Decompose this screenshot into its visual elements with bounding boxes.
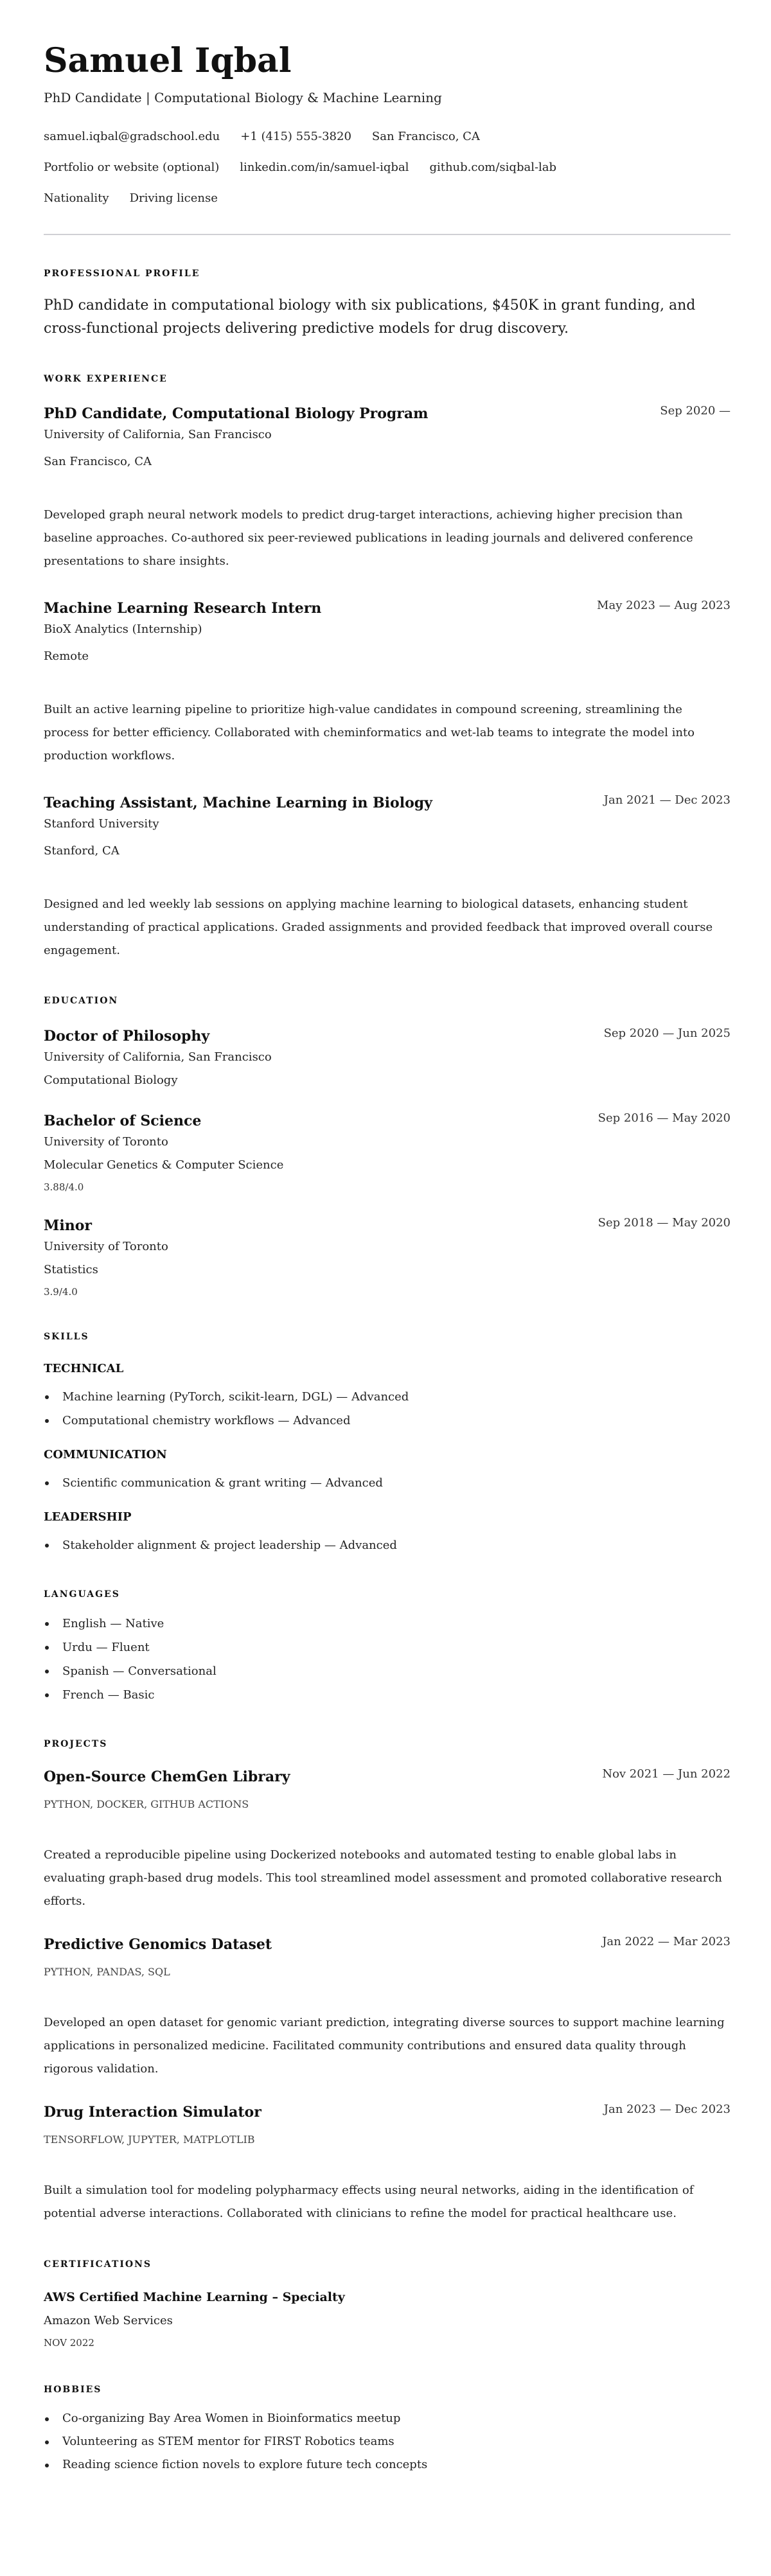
profile-summary: PhD candidate in computational biology with six publications, $450K in grant funding, and cross-functional projects delivering predictive models for drug discovery. (44, 297, 696, 337)
resume-header (44, 42, 731, 207)
project-dates: Nov 2021 — Jun 2022 (602, 1767, 731, 1781)
school: University of Toronto (44, 1135, 168, 1149)
project-entry (44, 1935, 731, 2081)
language-item: Urdu — Fluent (44, 1636, 731, 1659)
section-heading: EDUCATION (44, 996, 119, 1006)
language-item: French — Basic (44, 1683, 731, 1707)
section-heading: PROFESSIONAL PROFILE (44, 269, 200, 279)
job-title: Machine Learning Research Intern (44, 600, 322, 617)
employer: BioX Analytics (Internship) (44, 622, 202, 636)
nationality: Nationality (44, 191, 109, 205)
language-item: English — Native (44, 1612, 731, 1636)
job-location: Stanford, CA (44, 844, 120, 858)
projects-list (44, 1767, 731, 2225)
skills-list (44, 1361, 731, 1557)
project-description: Developed an open dataset for genomic variant prediction, integrating diverse sources to support machine learning applications in personalized medicine. Facilitated community contributions and ensured data quality through rigorous validation. (44, 2016, 725, 2076)
certifications-section (44, 2258, 731, 2349)
section-heading: LANGUAGES (44, 1589, 120, 1600)
email-link[interactable]: samuel.iqbal@gradschool.edu (44, 130, 220, 143)
employer: University of California, San Francisco (44, 428, 272, 441)
education-dates: Sep 2016 — May 2020 (598, 1111, 731, 1125)
skills-section (44, 1330, 731, 1557)
certification-issuer: Amazon Web Services (44, 2314, 173, 2327)
section-heading: PROJECTS (44, 1739, 108, 1749)
job-dates: Sep 2020 — (660, 404, 731, 418)
driving-license: Driving license (129, 191, 218, 205)
project-dates: Jan 2023 — Dec 2023 (603, 2103, 731, 2116)
job-description: Designed and led weekly lab sessions on applying machine learning to biological datasets, enhancing student understanding of practical applications. Graded assignments and provided feedback that improved overall course engagement. (44, 897, 713, 957)
certification-date: NOV 2022 (44, 2337, 94, 2349)
project-entry (44, 1767, 731, 1913)
hobby-item: Volunteering as STEM mentor for FIRST Robotics teams (44, 2430, 731, 2453)
hobbies-list (44, 2407, 731, 2476)
projects-section (44, 1738, 731, 2225)
skill-item: Scientific communication & grant writing — Advanced (44, 1471, 731, 1495)
languages-section (44, 1588, 731, 1707)
links-row (44, 159, 731, 177)
education-dates: Sep 2020 — Jun 2025 (603, 1027, 731, 1040)
contact-row (44, 128, 731, 146)
field-of-study: Molecular Genetics & Computer Science (44, 1158, 284, 1172)
project-tech-stack: TENSORFLOW, JUPYTER, MATPLOTLIB (44, 2133, 255, 2146)
skill-item: Computational chemistry workflows — Advanced (44, 1409, 731, 1433)
employer: Stanford University (44, 817, 159, 831)
portfolio-link[interactable]: Portfolio or website (optional) (44, 161, 220, 174)
location: San Francisco, CA (371, 130, 480, 143)
skill-list (44, 1471, 731, 1495)
job-dates: Jan 2021 — Dec 2023 (603, 793, 731, 807)
education-entry (44, 1216, 731, 1298)
profile-section (44, 267, 731, 340)
education-list (44, 1027, 731, 1298)
skill-item: Stakeholder alignment & project leadership — Advanced (44, 1533, 731, 1557)
work-entry (44, 404, 731, 573)
section-heading: WORK EXPERIENCE (44, 374, 168, 384)
skill-group-title: TECHNICAL (44, 1362, 124, 1375)
education-dates: Sep 2018 — May 2020 (598, 1216, 731, 1230)
candidate-name: Samuel Iqbal (44, 41, 292, 80)
degree: Bachelor of Science (44, 1113, 202, 1129)
hobbies-section (44, 2383, 731, 2476)
header-divider (44, 234, 731, 235)
school: University of California, San Francisco (44, 1050, 272, 1064)
section-heading: CERTIFICATIONS (44, 2259, 152, 2270)
field-of-study: Statistics (44, 1263, 98, 1276)
project-title: Drug Interaction Simulator (44, 2104, 261, 2121)
project-dates: Jan 2022 — Mar 2023 (602, 1935, 731, 1948)
work-list (44, 404, 731, 962)
education-entry (44, 1111, 731, 1194)
phone-number[interactable]: +1 (415) 555-3820 (240, 130, 351, 143)
project-title: Predictive Genomics Dataset (44, 1936, 272, 1953)
job-description: Developed graph neural network models to predict drug-target interactions, achieving higher precision than baseline approaches. Co-authored six peer-reviewed publications in leading journals and delivered conference presentations to share insights. (44, 508, 693, 568)
certification-entry (44, 2289, 731, 2349)
languages-list (44, 1612, 731, 1707)
work-experience-section (44, 373, 731, 962)
project-title: Open-Source ChemGen Library (44, 1769, 290, 1785)
language-item: Spanish — Conversational (44, 1659, 731, 1683)
job-title: PhD Candidate, Computational Biology Program (44, 405, 429, 422)
linkedin-link[interactable]: linkedin.com/in/samuel-iqbal (240, 161, 409, 174)
degree: Minor (44, 1217, 92, 1234)
project-tech-stack: PYTHON, PANDAS, SQL (44, 1966, 170, 1978)
section-heading: SKILLS (44, 1332, 89, 1342)
resume-page (0, 42, 771, 2476)
degree: Doctor of Philosophy (44, 1028, 210, 1045)
project-description: Built a simulation tool for modeling polypharmacy effects using neural networks, aiding in the identification of potential adverse interactions. Collaborated with clinicians to refine the model for practical healthcare use. (44, 2183, 694, 2220)
skill-item: Machine learning (PyTorch, scikit-learn, DGL) — Advanced (44, 1385, 731, 1409)
gpa: 3.9/4.0 (44, 1286, 78, 1298)
work-entry (44, 793, 731, 962)
job-location: Remote (44, 649, 89, 663)
skill-list (44, 1533, 731, 1557)
job-location: San Francisco, CA (44, 455, 152, 468)
education-entry (44, 1027, 731, 1089)
certification-title: AWS Certified Machine Learning – Specialty (44, 2290, 345, 2304)
work-entry (44, 599, 731, 768)
job-dates: May 2023 — Aug 2023 (597, 599, 731, 612)
skill-group-title: LEADERSHIP (44, 1510, 132, 1524)
candidate-headline: PhD Candidate | Computational Biology & Machine Learning (44, 90, 442, 105)
job-title: Teaching Assistant, Machine Learning in Biology (44, 795, 432, 811)
certifications-list (44, 2289, 731, 2349)
hobby-item: Co-organizing Bay Area Women in Bioinformatics meetup (44, 2407, 731, 2430)
skill-list (44, 1385, 731, 1433)
hobby-item: Reading science fiction novels to explore future tech concepts (44, 2453, 731, 2476)
project-description: Created a reproducible pipeline using Dockerized notebooks and automated testing to enable global labs in evaluating graph-based drug models. This tool streamlined model assessment and promoted collaborative research efforts. (44, 1848, 722, 1908)
gpa: 3.88/4.0 (44, 1181, 84, 1193)
personal-info-row (44, 190, 731, 207)
project-tech-stack: PYTHON, DOCKER, GITHUB ACTIONS (44, 1798, 249, 1810)
project-entry (44, 2103, 731, 2225)
education-section (44, 994, 731, 1298)
field-of-study: Computational Biology (44, 1073, 178, 1087)
skill-group-title: COMMUNICATION (44, 1448, 167, 1461)
github-link[interactable]: github.com/siqbal-lab (429, 161, 557, 174)
job-description: Built an active learning pipeline to prioritize high-value candidates in compound screening, streamlining the process for better efficiency. Collaborated with cheminformatics and wet-lab teams to integrate the model into production workflows. (44, 703, 695, 763)
school: University of Toronto (44, 1240, 168, 1253)
section-heading: HOBBIES (44, 2385, 102, 2395)
